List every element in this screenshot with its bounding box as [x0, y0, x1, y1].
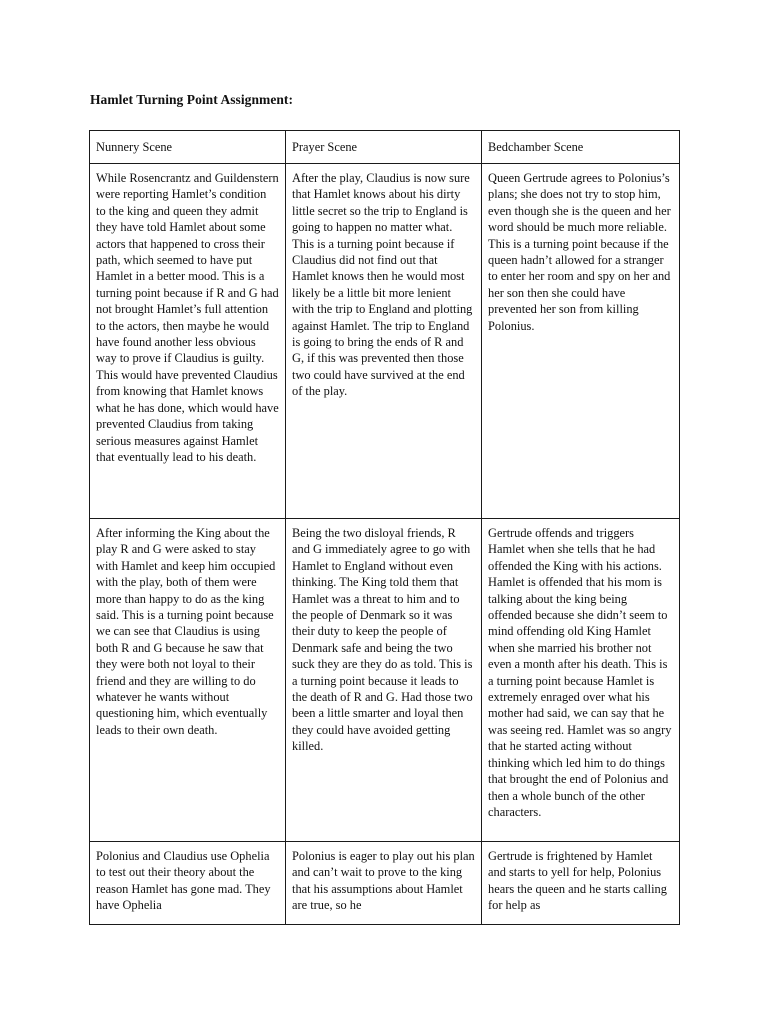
document-title: Hamlet Turning Point Assignment: — [90, 92, 294, 107]
table-cell: After the play, Claudius is now sure that Hamlet knows about his dirty little secret so the trip to England is going to happen no matter what. This is a turning point because if Claudius did not find out that Hamlet knows then he would most likely be a little bit more lenient with the trip to England and plotting against Hamlet. The trip to England is going to bring the ends of R and G, if this was prevented then those two could have survived at the end of the play. — [286, 164, 482, 519]
cell-text: Gertrude is frightened by Hamlet and starts to yell for help, Polonius hears the queen and he starts calling for help as — [488, 849, 667, 913]
table-cell: Being the two disloyal friends, R and G immediately agree to go with Hamlet to England without even thinking. The King told them that Hamlet was a threat to him and to the people of Denmark so it was their duty to keep the people of Denmark safe and being the two suck they are they do as told. This is a turning point because it leads to the death of R and G. Had those two been a little smarter and loyal then they could have avoided getting killed. — [286, 519, 482, 842]
turning-point-table — [89, 130, 680, 925]
table-cell: After informing the King about the play R and G were asked to stay with Hamlet and keep him occupied with the play, both of them were more than happy to do as the king said. This is a turning point because we can see that Claudius is using both R and G because he saw that they were both not loyal to their friend and they are willing to do whatever he wants without questioning him, which eventually leads to their own death. — [90, 519, 286, 842]
table-cell — [90, 842, 286, 925]
cell-text: Polonius is eager to play out his plan and can’t wait to prove to the king that his assumptions about Hamlet are true, so he — [292, 849, 475, 913]
table-row — [90, 519, 680, 842]
table-cell: While Rosencrantz and Guildenstern were reporting Hamlet’s condition to the king and queen they admit they have told Hamlet about some actors that happened to cross their path, which seemed to have put Hamlet in a better mood. This is a turning point because if R and G had not brought Hamlet’s full attention to the actors, then maybe he would have found another less obvious way to prove if Claudius is guilty. This would have prevented Claudius from knowing that Hamlet knows what he has done, which would have prevented Claudius from taking serious measures against Hamlet that eventually lead to his death. — [90, 164, 286, 519]
table-cell: Gertrude offends and triggers Hamlet when she tells that he had offended the King with his actions. Hamlet is offended that his mom is talking about the king being offended because she didn’t seem to mind offending old King Hamlet when she married his brother not even a month after his death. This is a turning point because Hamlet is extremely enraged over what his mother had said, we can say that he was seeing red. Hamlet was so angry that he started acting without thinking which led him to do things that brought the end of Polonius and then a whole bunch of the other characters. — [482, 519, 680, 842]
header-prayer-scene: Prayer Scene — [286, 131, 482, 164]
table-row — [90, 164, 680, 519]
table-header-row — [90, 131, 680, 164]
header-bedchamber-scene: Bedchamber Scene — [482, 131, 680, 164]
table-row — [90, 842, 680, 925]
table-cell: Queen Gertrude agrees to Polonius’s plans; she does not try to stop him, even though she is the queen and her word should be much more reliable. This is a turning point because if the queen hadn’t allowed for a stranger to enter her room and spy on her and her son then she could have prevented her son from killing Polonius. — [482, 164, 680, 519]
table-cell — [482, 842, 680, 925]
header-nunnery-scene: Nunnery Scene — [90, 131, 286, 164]
table-cell — [286, 842, 482, 925]
cell-text: Polonius and Claudius use Ophelia to test out their theory about the reason Hamlet has gone mad. They have Ophelia — [96, 849, 271, 913]
